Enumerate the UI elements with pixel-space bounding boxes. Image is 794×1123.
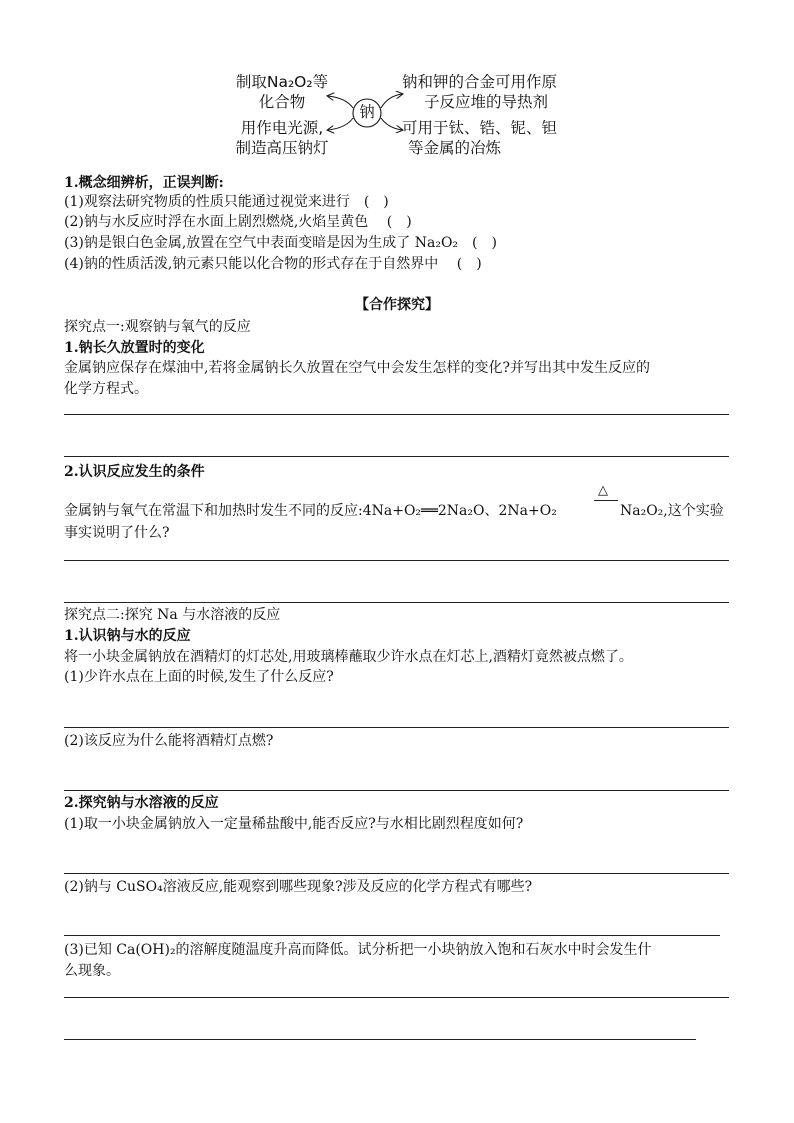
explore-point-1: 探究点一:观察钠与氧气的反应 <box>64 319 251 335</box>
q4-sub2: (2)钠与 CuSO₄溶液反应,能观察到哪些现象?涉及反应的化学方程式有哪些? <box>64 879 533 895</box>
diagram-center-label: 钠 <box>359 103 375 121</box>
diagram-right-top-line2: 子反应堆的导热剂 <box>424 93 549 111</box>
diagram-left-top-line2: 化合物 <box>258 93 306 111</box>
heat-symbol: △ <box>598 483 608 498</box>
q1-title: 1.钠长久放置时的变化 <box>64 340 205 356</box>
q4-sub3-line2: 么现象。 <box>64 963 120 979</box>
judge-item-1: (1)观察法研究物质的性质只能通过视觉来进行 ( ) <box>64 194 389 210</box>
answer-line <box>64 602 729 603</box>
answer-line <box>64 1039 696 1040</box>
answer-line <box>64 456 729 457</box>
answer-line <box>64 414 729 415</box>
diagram-right-bottom-line2: 等金属的冶炼 <box>408 139 502 157</box>
q3-title: 1.认识钠与水的反应 <box>64 628 191 644</box>
q2-text-b: Na₂O₂,这个实验 <box>620 503 724 519</box>
answer-line <box>64 790 729 791</box>
section1-title: 1.概念细辨析，正误判断: <box>64 175 224 191</box>
judge-item-3: (3)钠是银白色金属,放置在空气中表面变暗是因为生成了 Na₂O₂ ( ) <box>64 235 497 251</box>
diagram-right-top-line1: 钠和钾的合金可用作原 <box>402 73 558 91</box>
diagram-arrows <box>200 68 580 160</box>
diagram-left-bottom-line1: 用作电光源, <box>240 119 324 137</box>
diagram-left-bottom-line2: 制造高压钠灯 <box>235 139 329 157</box>
q1-text-line1: 金属钠应保存在煤油中,若将金属钠长久放置在空气中会发生怎样的变化?并写出其中发生反应的 <box>64 360 650 376</box>
coop-title: 【合作探究】 <box>355 297 439 313</box>
answer-line <box>64 873 729 874</box>
q2-title: 2.认识反应发生的条件 <box>64 464 205 480</box>
q4-sub1: (1)取一小块金属钠放入一定量稀盐酸中,能否反应?与水相比剧烈程度如何? <box>64 816 524 832</box>
sodium-uses-diagram <box>200 68 580 160</box>
judge-item-2: (2)钠与水反应时浮在水面上剧烈燃烧,火焰呈黄色 ( ) <box>64 214 412 230</box>
answer-line <box>64 560 729 561</box>
judge-item-4: (4)钠的性质活泼,钠元素只能以化合物的形式存在于自然界中 ( ) <box>64 256 482 272</box>
diagram-right-bottom-line1: 可用于钛、锆、铌、钽 <box>402 119 558 137</box>
answer-line <box>64 997 729 998</box>
diagram-left-top-line1: 制取Na₂O₂等 <box>235 73 329 91</box>
q4-title: 2.探究钠与水溶液的反应 <box>64 795 219 811</box>
q2-text-c: 事实说明了什么? <box>64 525 170 541</box>
q1-text-line2: 化学方程式。 <box>64 381 148 397</box>
q4-sub3-line1: (3)已知 Ca(OH)₂的溶解度随温度升高而降低。试分析把一小块钠放入饱和石灰水中时会发生什 <box>64 942 652 958</box>
answer-line <box>64 727 729 728</box>
answer-line <box>64 935 720 936</box>
q2-text-a: 金属钠与氧气在常温下和加热时发生不同的反应:4Na+O₂══2Na₂O、2Na+O₂ <box>64 503 557 519</box>
explore-point-2: 探究点二:探究 Na 与水溶液的反应 <box>64 607 281 623</box>
q3-text: 将一小块金属钠放在酒精灯的灯芯处,用玻璃棒蘸取少许水点在灯芯上,酒精灯竟然被点燃了。 <box>64 649 633 665</box>
q3-sub1: (1)少许水点在上面的时候,发生了什么反应? <box>64 669 334 685</box>
q3-sub2: (2)该反应为什么能将酒精灯点燃? <box>64 733 274 749</box>
heat-arrow-line <box>594 500 618 501</box>
